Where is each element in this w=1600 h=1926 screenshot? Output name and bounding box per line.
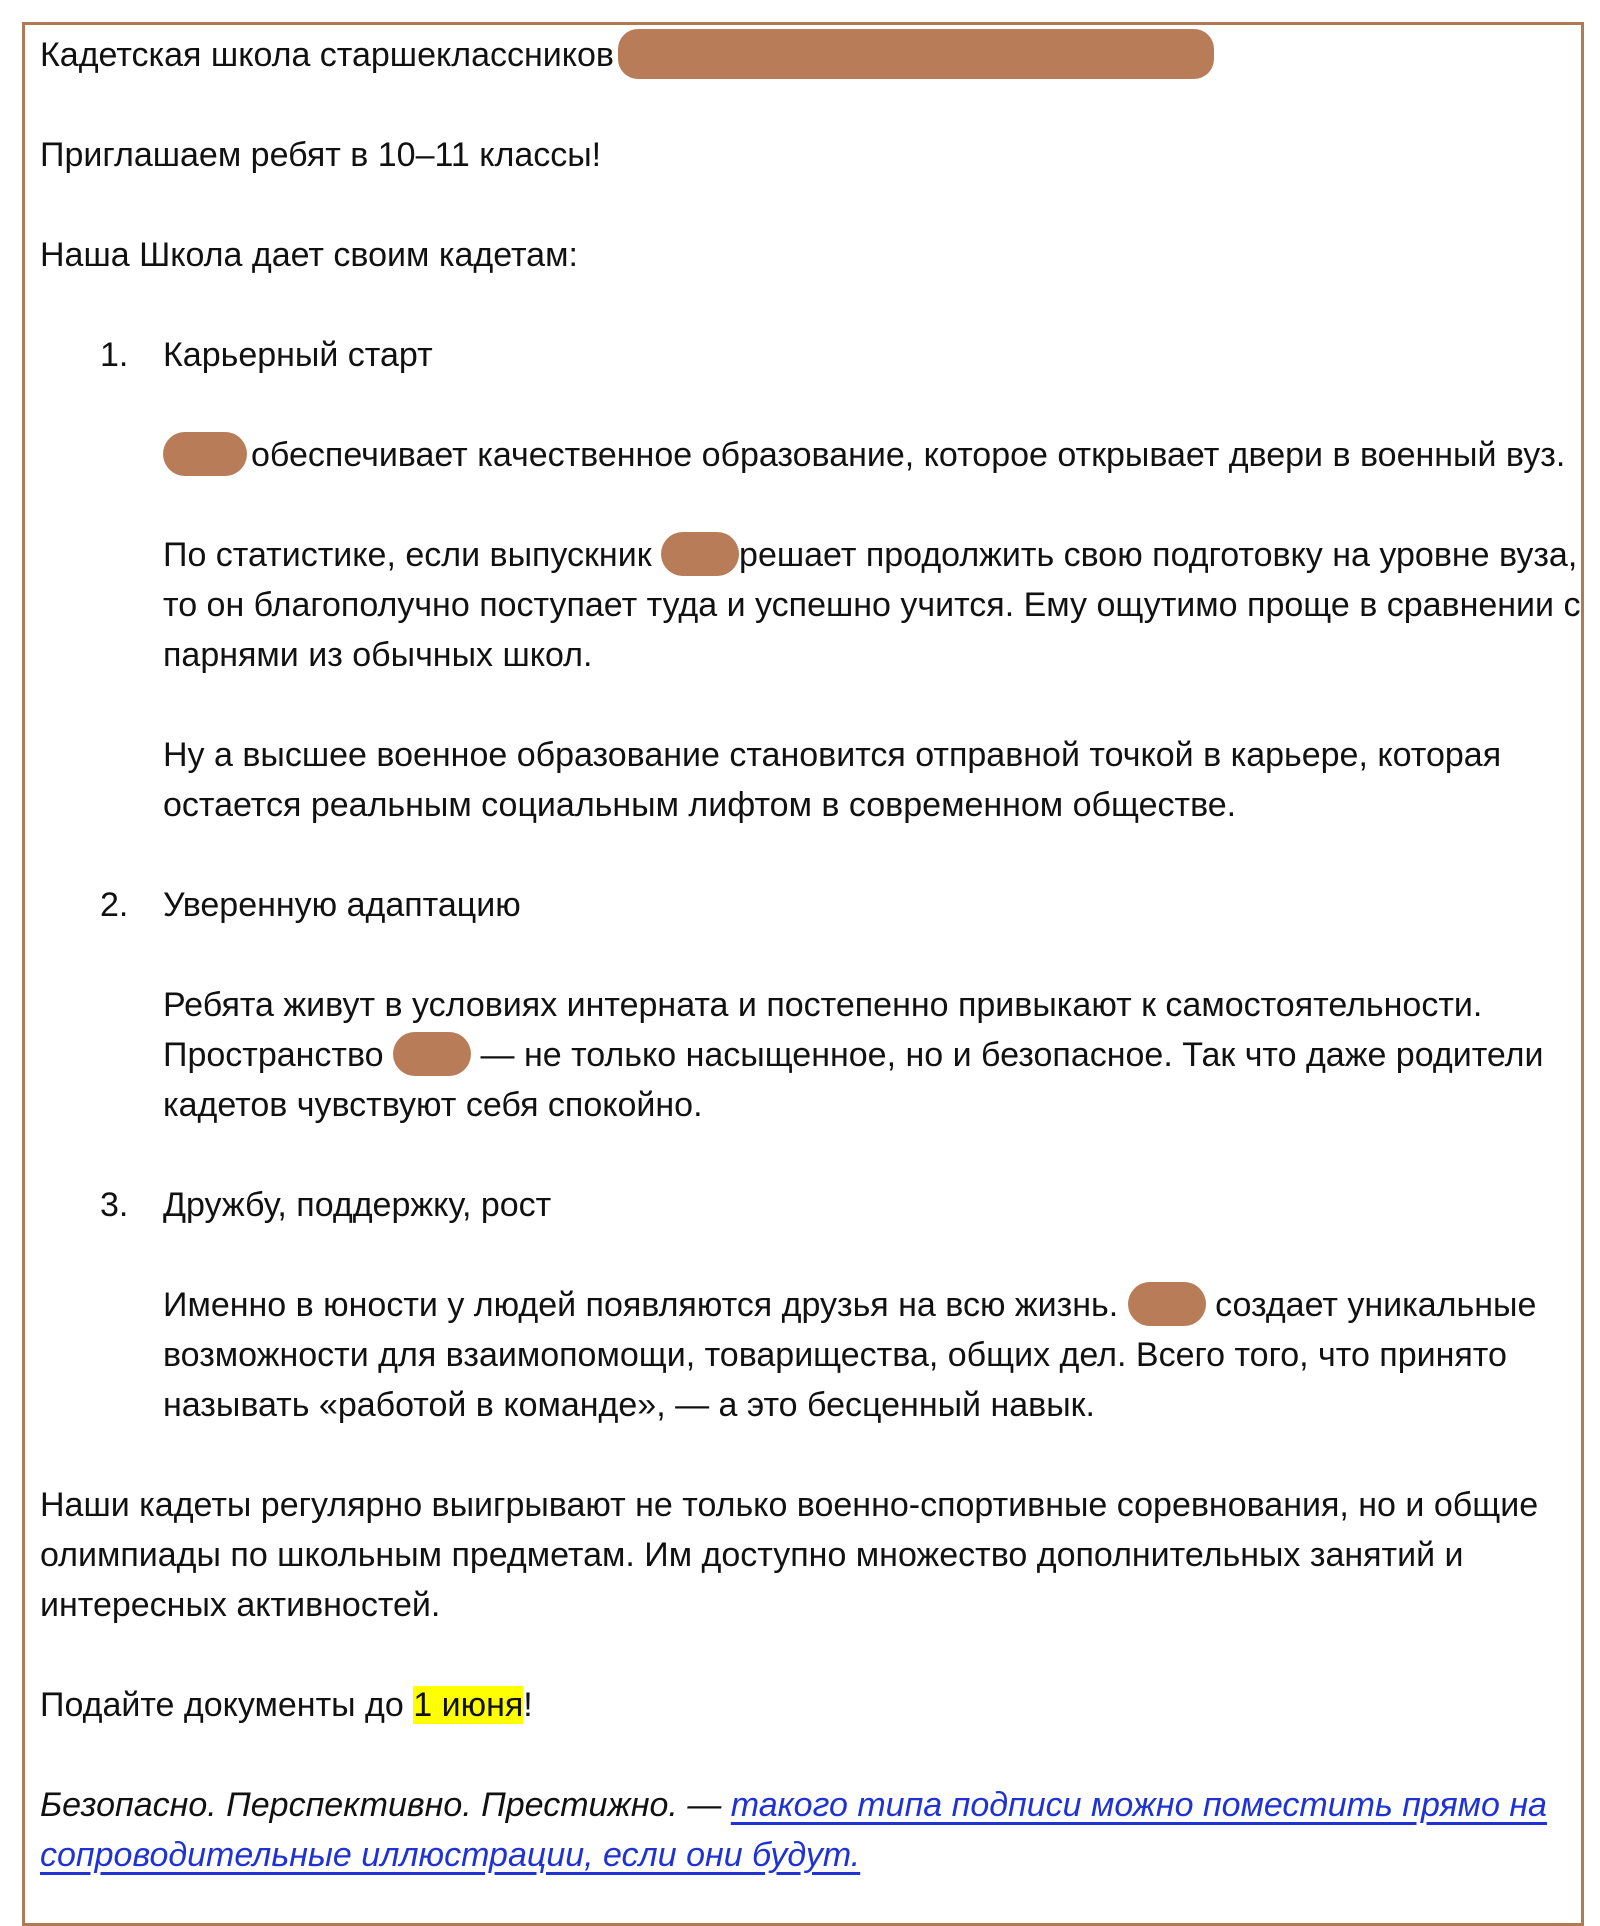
list-item-1 — [40, 330, 1585, 380]
invite-text: Приглашаем ребят в 10–11 классы! — [40, 136, 602, 174]
editor-note-link: такого типа подписи можно поместить прямо на сопроводительные иллюстрации, если они будут. — [40, 1786, 1547, 1874]
paragraph-text: создает уникальные возможности для взаимопомощи, товарищества, общих дел. Всего того, что принято называть «работой в команде», — а это бесценный навык. — [163, 1286, 1537, 1424]
slogan-line — [40, 1780, 1585, 1880]
redaction-block — [618, 29, 1214, 79]
paragraph — [40, 1280, 1585, 1430]
paragraph — [40, 980, 1585, 1130]
list-number: 2. — [100, 886, 129, 924]
paragraph — [40, 430, 1585, 480]
list-heading: Дружбу, поддержку, рост — [163, 1186, 552, 1224]
paragraph-text: обеспечивает качественное образование, которое открывает двери в военный вуз. — [251, 436, 1566, 474]
paragraph — [40, 530, 1585, 680]
paragraph-text: По статистике, если выпускник — [163, 536, 652, 574]
deadline-suffix: ! — [523, 1686, 533, 1724]
list-number: 1. — [100, 336, 129, 374]
lead-text: Наша Школа дает своим кадетам: — [40, 236, 578, 274]
paragraph-text: решает продолжить свою подготовку на уровне вуза, то он благополучно поступает туда и успешно учится. Ему ощутимо проще в сравнении с парнями из обычных школ. — [163, 536, 1581, 674]
deadline-prefix: Подайте документы до — [40, 1686, 414, 1724]
document-body — [40, 30, 1585, 1880]
list-item-3 — [40, 1180, 1585, 1230]
deadline-text — [40, 1680, 1585, 1730]
redaction-block — [661, 532, 739, 576]
slogan-text: Безопасно. Перспективно. Престижно. — — [40, 1786, 731, 1824]
redaction-block — [393, 1032, 471, 1076]
paragraph-text: Именно в юности у людей появляются друзья на всю жизнь. — [163, 1286, 1119, 1324]
list-heading: Уверенную адаптацию — [163, 886, 521, 924]
redaction-block — [163, 432, 247, 476]
list-heading: Карьерный старт — [163, 336, 433, 374]
paragraph: Ну а высшее военное образование становится отправной точкой в карьере, которая остается реальным социальным лифтом в современном обществе. — [163, 736, 1502, 824]
document-title — [40, 30, 1585, 80]
achievements-text: Наши кадеты регулярно выигрывают не только военно-спортивные соревнования, но и общие олимпиады по школьным предметам. Им доступно множество дополнительных занятий и интересных активностей. — [40, 1486, 1539, 1624]
list-number: 3. — [100, 1186, 129, 1224]
deadline-date-highlight: 1 июня — [413, 1686, 524, 1724]
list-item-2 — [40, 880, 1585, 930]
title-text: Кадетская школа старшеклассников — [40, 36, 614, 74]
paragraph-text: — не только насыщенное, но и безопасное. Так что даже родители кадетов чувствуют себя спокойно. — [163, 1036, 1544, 1124]
paragraph-text: Ребята живут в условиях интерната и постепенно привыкают к самостоятельности. Пространство — [163, 986, 1483, 1074]
redaction-block — [1128, 1282, 1206, 1326]
